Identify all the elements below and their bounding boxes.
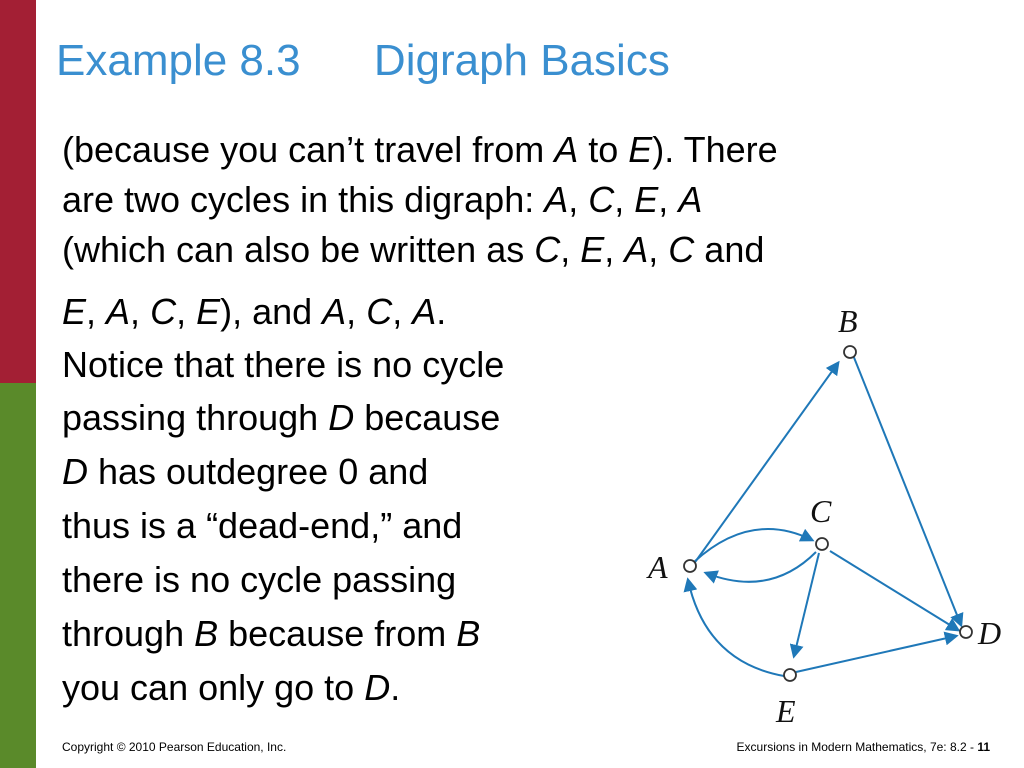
body-line-5: Notice that there is no cycle (62, 344, 505, 385)
body-line-7: D has outdegree 0 and (62, 451, 429, 492)
vertex-a (684, 560, 696, 572)
vertex-label-e: E (776, 693, 796, 729)
vertex-b (844, 346, 856, 358)
vertex-label-b: B (838, 303, 858, 339)
body-line-6: passing through D because (62, 397, 501, 438)
body-line-1: (because you can’t travel from A to E). There (62, 129, 778, 170)
side-bar-green (0, 383, 36, 768)
edge-a-to-b (693, 363, 838, 565)
vertex-label-d: D (978, 615, 1002, 651)
vertex-c (816, 538, 828, 550)
slide-title: Example 8.3 Digraph Basics (56, 36, 670, 85)
page-number: 11 (977, 740, 990, 754)
vertex-d (960, 626, 972, 638)
edge-a-to-c (694, 529, 812, 562)
vertex-label-a: A (648, 549, 668, 585)
body-line-11: you can only go to D. (62, 667, 401, 708)
digraph-figure (636, 292, 1016, 732)
body-line-10: through B because from B (62, 613, 481, 654)
vertex-e (784, 669, 796, 681)
edge-c-to-e (794, 553, 819, 656)
edge-c-to-d (830, 551, 958, 630)
body-line-3: (which can also be written as C, E, A, C and (62, 229, 765, 270)
footer-copyright: Copyright © 2010 Pearson Education, Inc. (62, 740, 287, 754)
edge-e-to-a (688, 580, 784, 676)
vertex-label-c: C (810, 493, 832, 529)
body-line-4: E, A, C, E), and A, C, A. (62, 291, 447, 332)
footer-source (737, 740, 990, 754)
body-line-2: are two cycles in this digraph: A, C, E, A (62, 179, 703, 220)
side-bar-red (0, 0, 36, 383)
footer-source-text: Excursions in Modern Mathematics, 7e: 8.2 - (736, 740, 978, 754)
body-line-8: thus is a “dead-end,” and (62, 505, 463, 546)
edge-e-to-d (796, 636, 956, 672)
body-line-9: there is no cycle passing (62, 559, 457, 600)
edge-b-to-d (853, 355, 961, 625)
edge-c-to-a (706, 552, 816, 582)
